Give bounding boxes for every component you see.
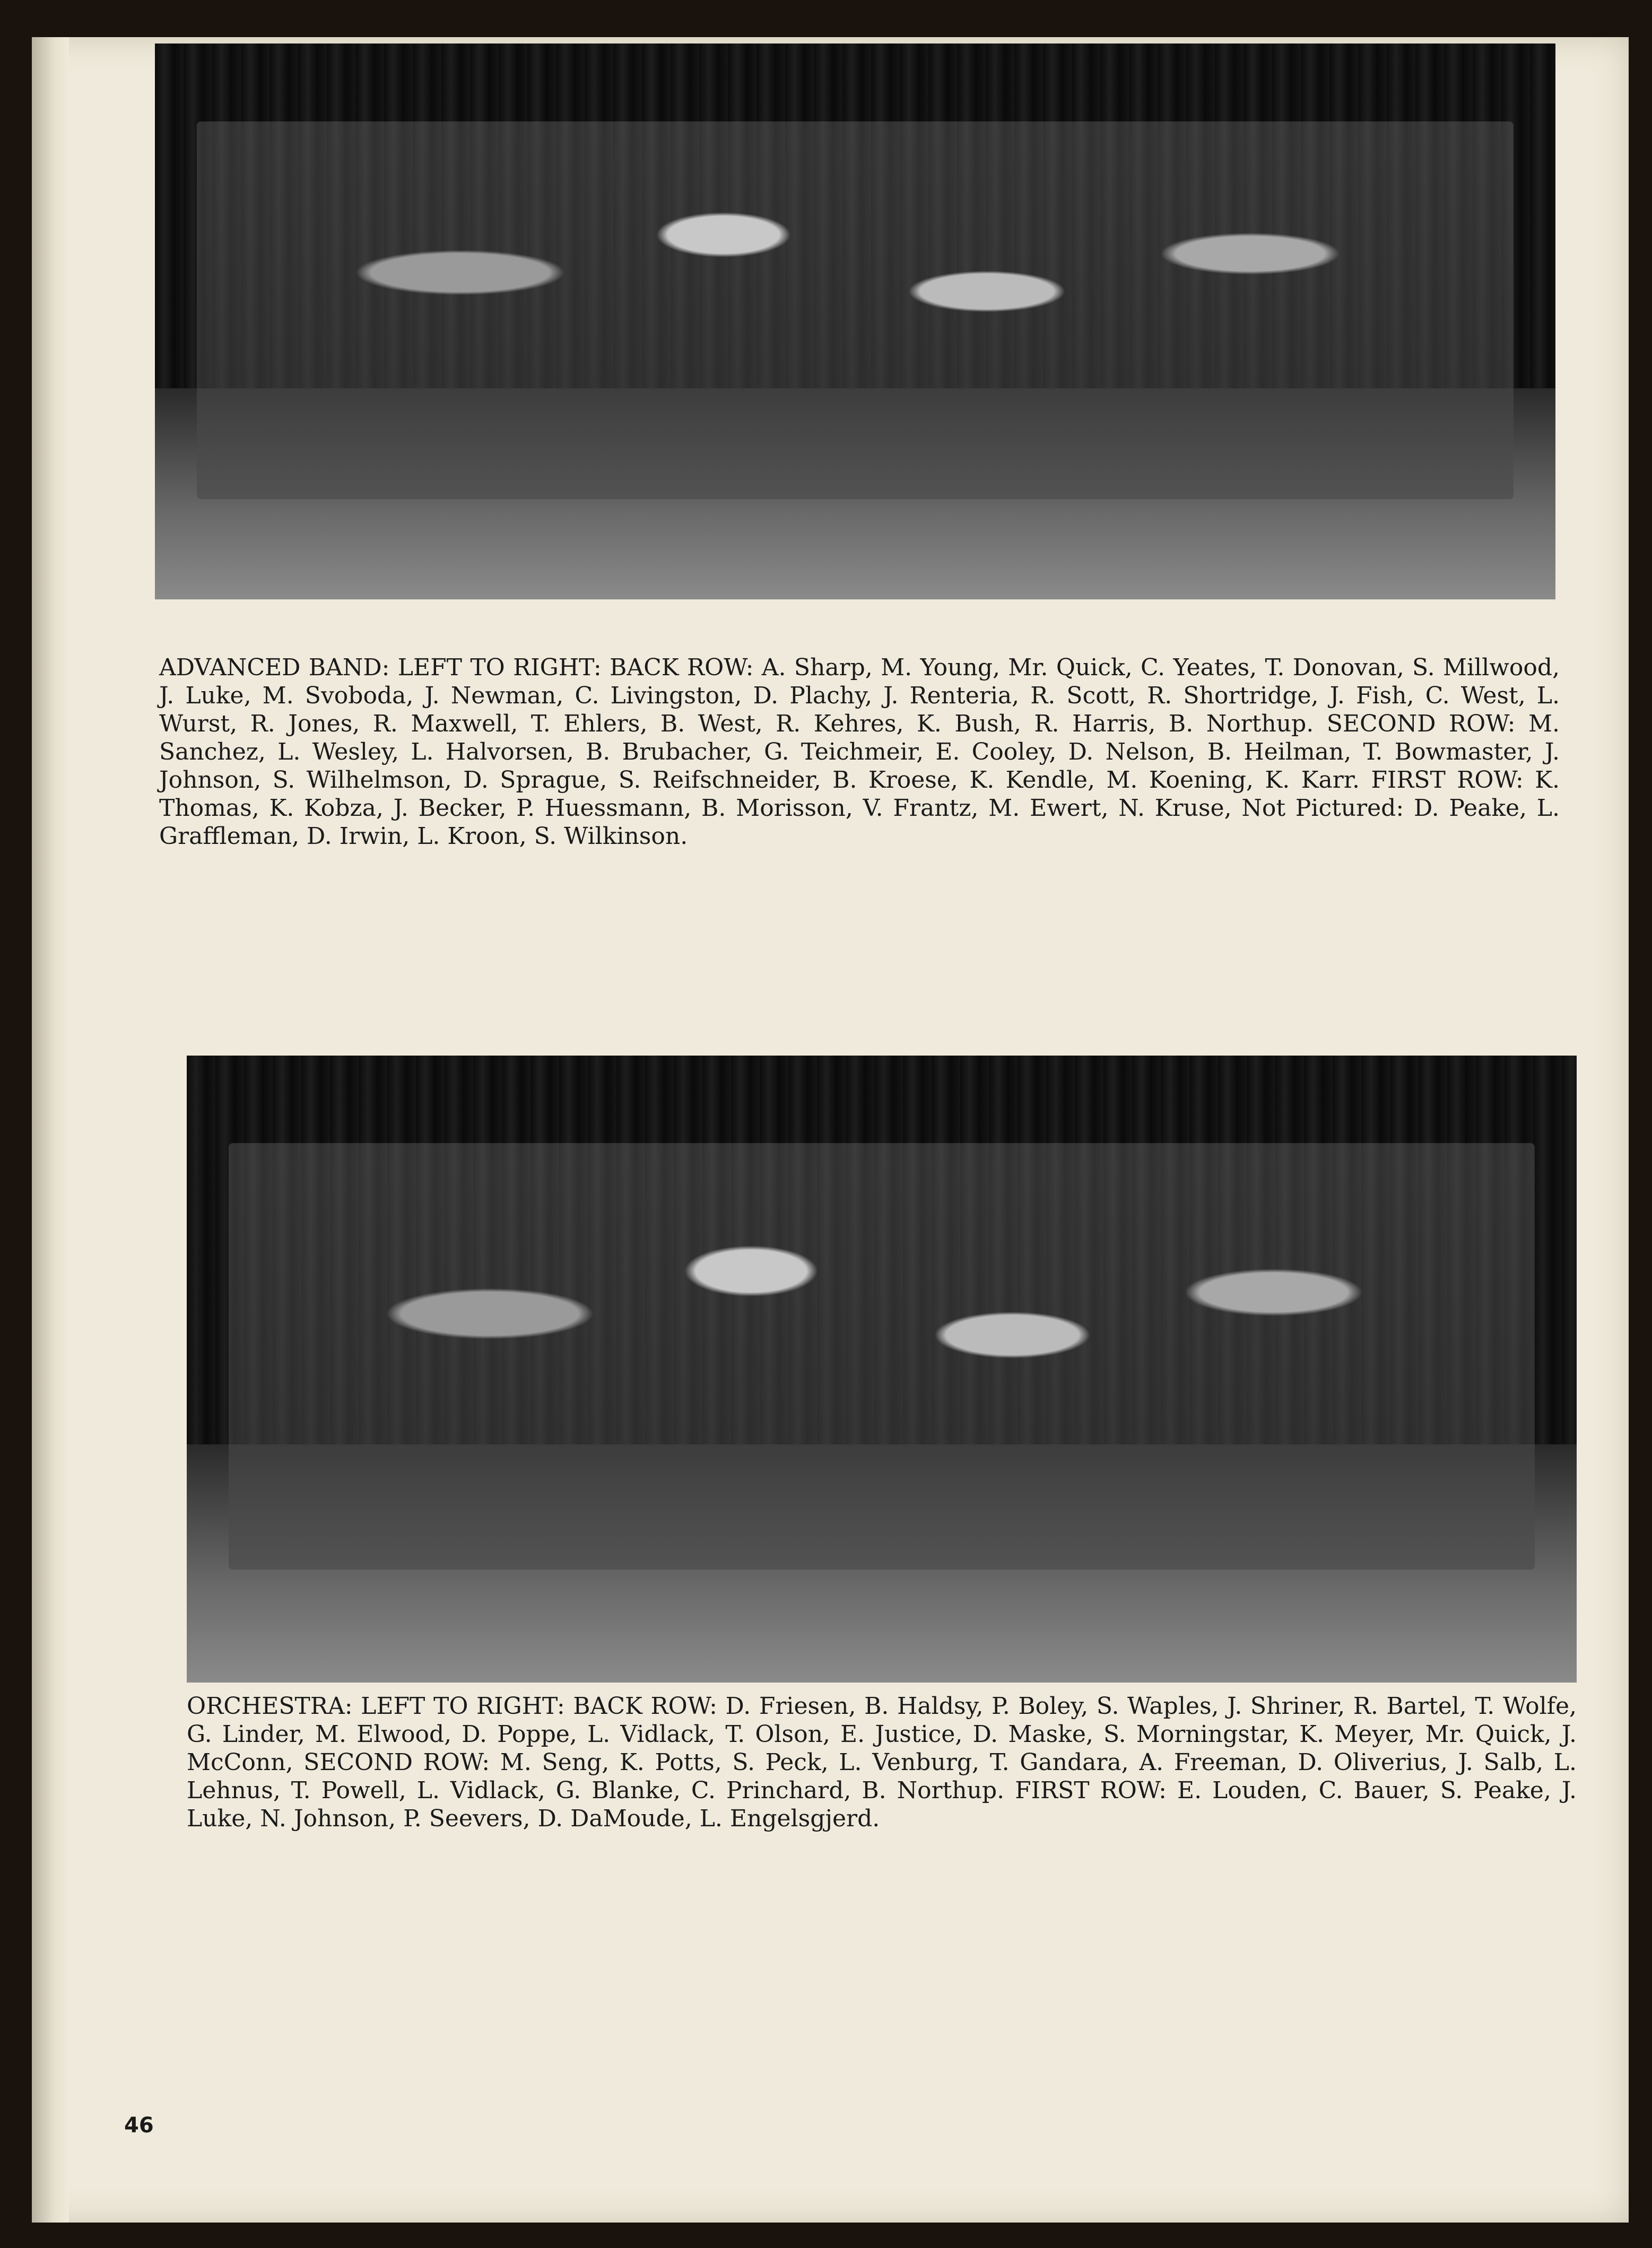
band-members	[197, 121, 1514, 500]
page-spine	[32, 37, 69, 2223]
advanced-band-photo	[155, 43, 1555, 599]
orchestra-caption: ORCHESTRA: LEFT TO RIGHT: BACK ROW: D. Friesen, B. Haldsy, P. Boley, S. Waples, J. Shriner, R. Bartel, T. Wolfe, G. Linder, M. Elwood, D. Poppe, L. Vidlack, T. Olson, E. Justice, D. Maske, S. Morningstar, K. Meyer, Mr. Quick, J. McConn, SECOND ROW: M. Seng, K. Potts, S. Peck, L. Venburg, T. Gandara, A. Freeman, D. Oliverius, J. Salb, L. Lehnus, T. Powell, L. Vidlack, G. Blanke, C. Princhard, B. Northup. FIRST ROW: E. Louden, C. Bauer, S. Peake, J. Luke, N. Johnson, P. Seevers, D. DaMoude, L. Engelsgjerd.	[187, 1693, 1577, 1832]
page-number: 46	[124, 2113, 154, 2138]
advanced-band-caption: ADVANCED BAND: LEFT TO RIGHT: BACK ROW: A. Sharp, M. Young, Mr. Quick, C. Yeates, T. Donovan, S. Millwood, J. Luke, M. Svoboda, J. Newman, C. Livingston, D. Plachy, J. Renteria, R. Scott, R. Shortridge, J. Fish, C. West, L. Wurst, R. Jones, R. Maxwell, T. Ehlers, B. West, R. Kehres, K. Bush, R. Harris, B. Northup. SECOND ROW: M. Sanchez, L. Wesley, L. Halvorsen, B. Brubacher, G. Teichmeir, E. Cooley, D. Nelson, B. Heilman, T. Bowmaster, J. Johnson, S. Wilhelmson, D. Sprague, S. Reifschneider, B. Kroese, K. Kendle, M. Koening, K. Karr. FIRST ROW: K. Thomas, K. Kobza, J. Becker, P. Huessmann, B. Morisson, V. Frantz, M. Ewert, N. Kruse, Not Pictured: D. Peake, L. Graffleman, D. Irwin, L. Kroon, S. Wilkinson.	[159, 654, 1560, 850]
orchestra-members	[229, 1143, 1535, 1570]
orchestra-photo	[187, 1056, 1577, 1683]
